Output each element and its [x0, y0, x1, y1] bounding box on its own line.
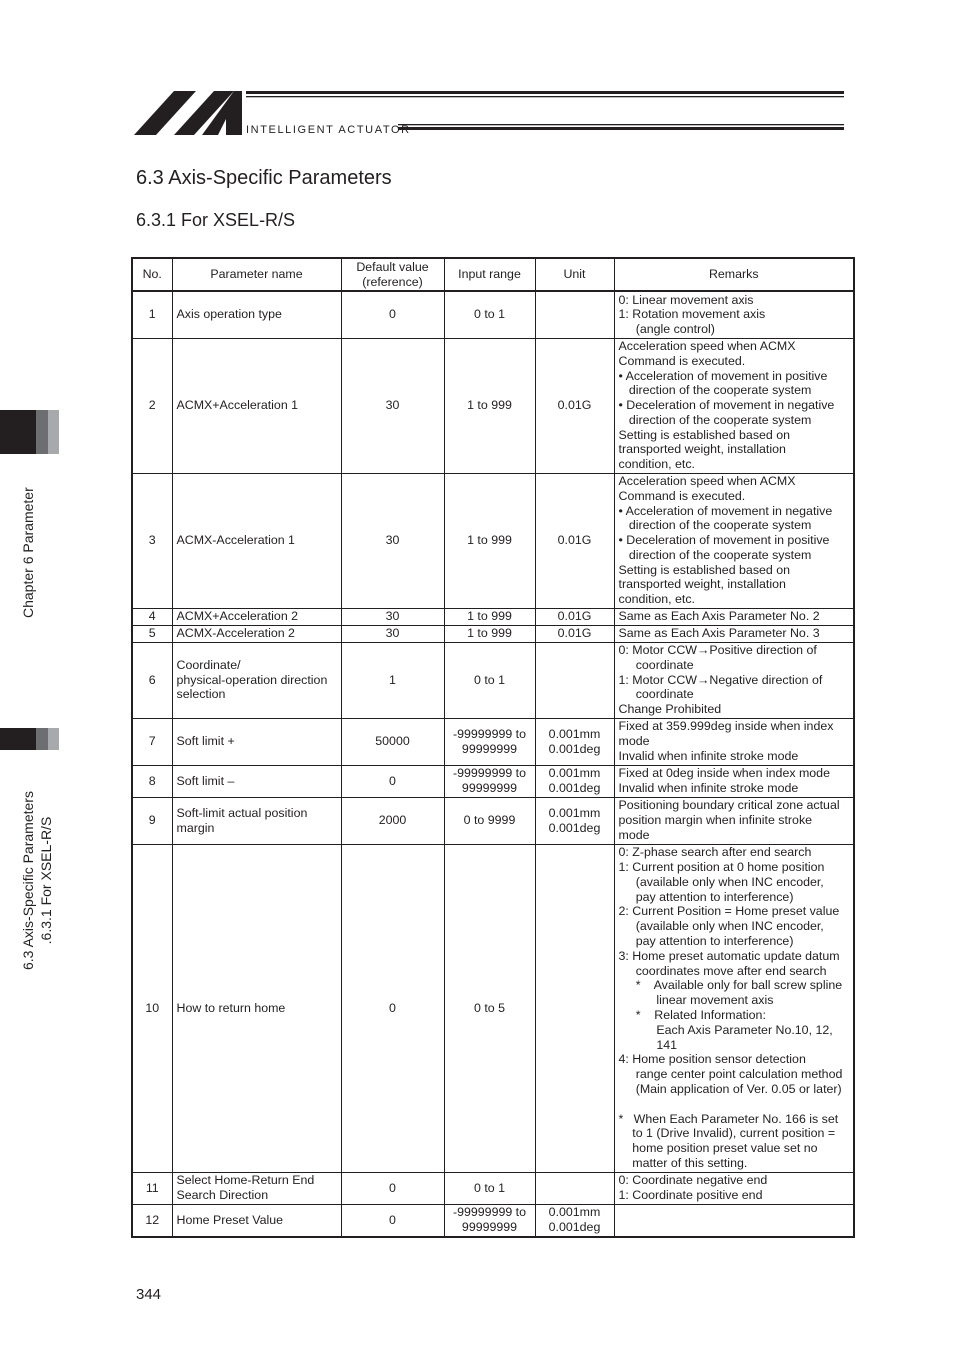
parameter-table — [131, 257, 855, 1238]
param-range: -99999999 to 99999999 — [444, 718, 535, 765]
chapter-tab-stripe — [48, 410, 59, 454]
param-remarks: 0: Coordinate negative end 1: Coordinate positive end — [614, 1172, 854, 1204]
chapter-side-label — [19, 487, 37, 618]
section-title: 6.3 Axis-Specific Parameters — [136, 167, 392, 189]
param-name: Soft limit + — [172, 718, 341, 765]
param-remarks: Acceleration speed when ACMX Command is executed. • Acceleration of movement in negative direction of the cooperate system • Deceleration of movement in positive direction of the cooperate system Setting is established based on transported weight, installation condition, etc. — [614, 473, 854, 608]
param-default: 2000 — [341, 797, 444, 844]
section-tab-stripe — [36, 728, 48, 750]
param-default: 0 — [341, 1204, 444, 1237]
param-no: 6 — [132, 642, 172, 718]
param-name: ACMX-Acceleration 1 — [172, 473, 341, 608]
param-name: Select Home-Return End Search Direction — [172, 1172, 341, 1204]
logo-text: INTELLIGENT ACTUATOR — [246, 124, 411, 136]
param-remarks: Same as Each Axis Parameter No. 2 — [614, 608, 854, 625]
param-range: 1 to 999 — [444, 608, 535, 625]
param-no: 5 — [132, 625, 172, 642]
col-header-default-value: Default value (reference) — [341, 258, 444, 291]
table-row — [132, 1204, 854, 1237]
table-row — [132, 608, 854, 625]
section-side-line1: 6.3 Axis-Specific Parameters — [20, 791, 36, 970]
page-number: 344 — [136, 1286, 162, 1303]
param-range: 0 to 5 — [444, 844, 535, 1172]
param-unit: 0.001mm 0.001deg — [535, 718, 614, 765]
param-remarks: 0: Motor CCW→Positive direction of coordinate 1: Motor CCW→Negative direction of coordinate Change Prohibited — [614, 642, 854, 718]
table-row — [132, 1172, 854, 1204]
chapter-side-text: Chapter 6 Parameter — [20, 487, 36, 618]
col-header-remarks: Remarks — [614, 258, 854, 291]
param-unit: 0.01G — [535, 608, 614, 625]
param-remarks: 0: Linear movement axis 1: Rotation movement axis (angle control) — [614, 291, 854, 338]
param-remarks: Positioning boundary critical zone actual position margin when infinite stroke mode — [614, 797, 854, 844]
param-range: 1 to 999 — [444, 473, 535, 608]
param-unit: 0.001mm 0.001deg — [535, 797, 614, 844]
table-row — [132, 797, 854, 844]
param-default: 0 — [341, 844, 444, 1172]
table-row — [132, 765, 854, 797]
param-remarks: Acceleration speed when ACMX Command is executed. • Acceleration of movement in positive direction of the cooperate system • Deceleration of movement in negative direction of the cooperate system Setting is established based on transported weight, installation condition, etc. — [614, 338, 854, 473]
table-row — [132, 718, 854, 765]
param-default: 30 — [341, 608, 444, 625]
section-side-line2: .6.3.1 For XSEL-R/S — [38, 816, 54, 945]
param-range: 0 to 1 — [444, 642, 535, 718]
param-unit — [535, 291, 614, 338]
param-remarks: Same as Each Axis Parameter No. 3 — [614, 625, 854, 642]
col-header-input-range: Input range — [444, 258, 535, 291]
table-row — [132, 338, 854, 473]
param-no: 2 — [132, 338, 172, 473]
section-tab-stripe — [48, 728, 59, 750]
param-unit: 0.01G — [535, 338, 614, 473]
param-no: 3 — [132, 473, 172, 608]
table-body — [132, 291, 854, 1237]
param-unit: 0.01G — [535, 625, 614, 642]
param-no: 8 — [132, 765, 172, 797]
param-remarks: Fixed at 359.999deg inside when index mode Invalid when infinite stroke mode — [614, 718, 854, 765]
chapter-tab-marker — [0, 410, 36, 454]
iai-logo — [134, 89, 844, 139]
param-name: ACMX+Acceleration 1 — [172, 338, 341, 473]
param-remarks: Fixed at 0deg inside when index mode Invalid when infinite stroke mode — [614, 765, 854, 797]
param-remarks: 0: Z-phase search after end search 1: Current position at 0 home position (available only when INC encoder, pay attention to interference) 2: Current Position = Home preset value (available only when INC encoder, pay attention to interference) 3: Home preset automatic update datum coordinates move after end search * Available only for ball screw spline linear movement axis * Related Information: Each Axis Parameter No.10, 12, 141 4: Home position sensor detection range center point calculation method (Main application of Ver. 0.05 or later) * When Each Parameter No. 166 is set to 1 (Drive Invalid), current position = home position preset value set no matter of this setting. — [614, 844, 854, 1172]
table-row — [132, 291, 854, 338]
section-tab-marker — [0, 728, 36, 750]
param-default: 0 — [341, 291, 444, 338]
param-default: 30 — [341, 473, 444, 608]
param-range: -99999999 to 99999999 — [444, 765, 535, 797]
param-no: 9 — [132, 797, 172, 844]
table-header-row — [132, 258, 854, 291]
table-row — [132, 625, 854, 642]
param-name: ACMX-Acceleration 2 — [172, 625, 341, 642]
param-no: 4 — [132, 608, 172, 625]
param-range: 1 to 999 — [444, 625, 535, 642]
chapter-tab-stripe — [36, 410, 48, 454]
param-default: 30 — [341, 625, 444, 642]
param-range: -99999999 to 99999999 — [444, 1204, 535, 1237]
param-unit: 0.001mm 0.001deg — [535, 765, 614, 797]
param-default: 0 — [341, 1172, 444, 1204]
param-range: 0 to 1 — [444, 291, 535, 338]
param-no: 10 — [132, 844, 172, 1172]
param-range: 0 to 9999 — [444, 797, 535, 844]
param-range: 1 to 999 — [444, 338, 535, 473]
param-unit — [535, 844, 614, 1172]
param-name: Soft limit – — [172, 765, 341, 797]
col-header-parameter-name: Parameter name — [172, 258, 341, 291]
section-side-label — [19, 791, 55, 970]
param-default: 30 — [341, 338, 444, 473]
param-unit — [535, 1172, 614, 1204]
table-row — [132, 642, 854, 718]
iai-logo-mark — [134, 89, 844, 139]
col-header-unit: Unit — [535, 258, 614, 291]
param-name: ACMX+Acceleration 2 — [172, 608, 341, 625]
table-row — [132, 844, 854, 1172]
param-name: Soft-limit actual position margin — [172, 797, 341, 844]
col-header-no: No. — [132, 258, 172, 291]
subsection-title: 6.3.1 For XSEL-R/S — [136, 210, 296, 230]
param-no: 7 — [132, 718, 172, 765]
param-unit: 0.001mm 0.001deg — [535, 1204, 614, 1237]
param-default: 0 — [341, 765, 444, 797]
param-name: Coordinate/ physical-operation direction selection — [172, 642, 341, 718]
param-default: 50000 — [341, 718, 444, 765]
param-unit — [535, 642, 614, 718]
param-range: 0 to 1 — [444, 1172, 535, 1204]
param-no: 11 — [132, 1172, 172, 1204]
param-name: Home Preset Value — [172, 1204, 341, 1237]
param-remarks — [614, 1204, 854, 1237]
param-name: Axis operation type — [172, 291, 341, 338]
param-default: 1 — [341, 642, 444, 718]
param-unit: 0.01G — [535, 473, 614, 608]
param-name: How to return home — [172, 844, 341, 1172]
param-no: 1 — [132, 291, 172, 338]
param-no: 12 — [132, 1204, 172, 1237]
table-row — [132, 473, 854, 608]
